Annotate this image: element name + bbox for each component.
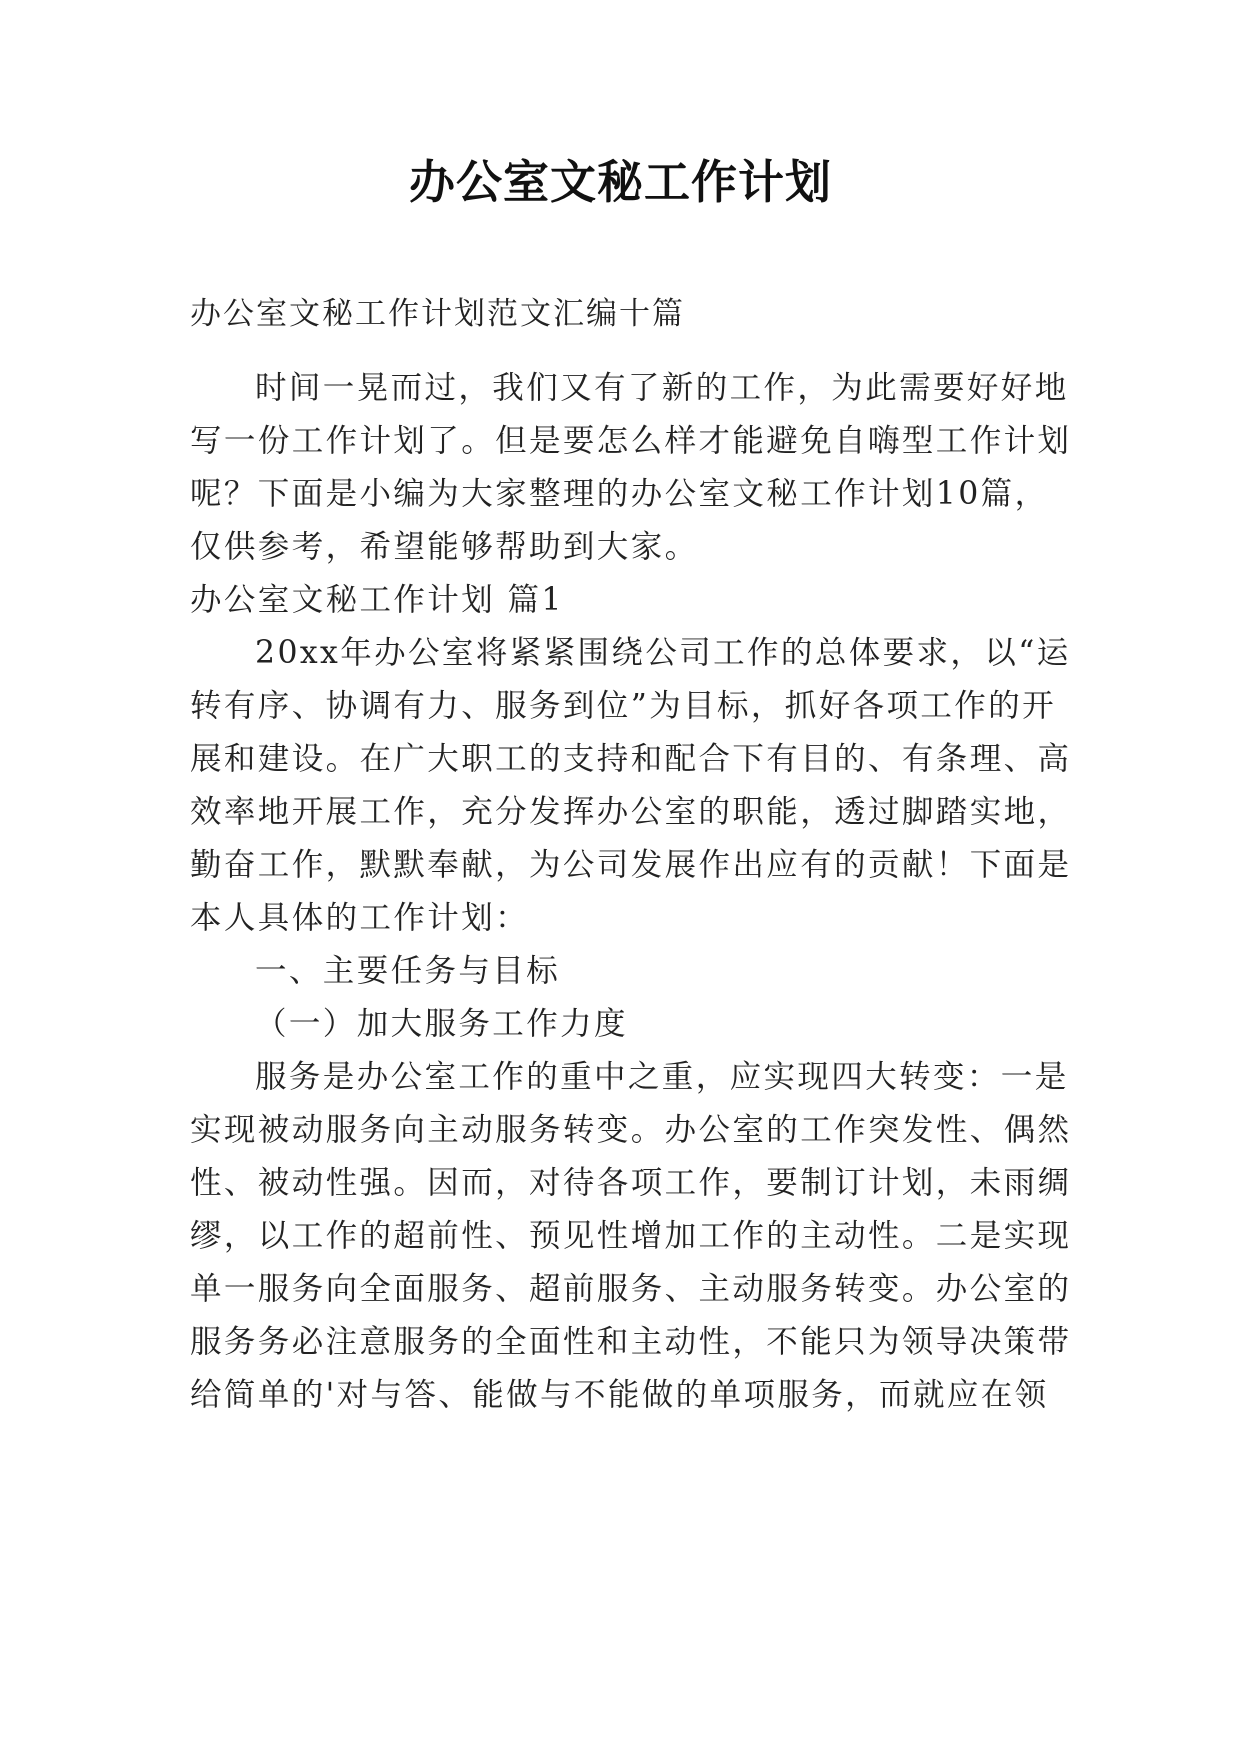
paragraph-line: 勤奋工作，默默奉献，为公司发展作出应有的贡献！下面是 <box>190 847 1072 883</box>
paragraph-line: 服务务必注意服务的全面性和主动性，不能只为领导决策带 <box>190 1324 1072 1360</box>
intro-line: 写一份工作计划了。但是要怎么样才能避免自嗨型工作计划 <box>190 423 1072 459</box>
chapter-heading: 办公室文秘工作计划 篇1 <box>190 582 564 618</box>
paragraph-line: 缪，以工作的超前性、预见性增加工作的主动性。二是实现 <box>190 1218 1072 1254</box>
paragraph-line: 转有序、协调有力、服务到位”为目标，抓好各项工作的开 <box>190 688 1057 724</box>
paragraph-line: 单一服务向全面服务、超前服务、主动服务转变。办公室的 <box>190 1271 1072 1307</box>
document-title: 办公室文秘工作计划 <box>409 155 832 209</box>
intro-line: 时间一晃而过，我们又有了新的工作，为此需要好好地 <box>255 370 1069 406</box>
paragraph-line: 20xx年办公室将紧紧围绕公司工作的总体要求，以“运 <box>255 635 1071 671</box>
paragraph-line: 本人具体的工作计划： <box>190 900 530 936</box>
intro-line: 呢？下面是小编为大家整理的办公室文秘工作计划10篇， <box>190 476 1049 512</box>
intro-line: 仅供参考，希望能够帮助到大家。 <box>190 529 699 565</box>
subsection-heading: （一）加大服务工作力度 <box>255 1006 628 1042</box>
paragraph-line: 服务是办公室工作的重中之重，应实现四大转变：一是 <box>255 1059 1069 1095</box>
paragraph-line: 效率地开展工作，充分发挥办公室的职能，透过脚踏实地， <box>190 794 1072 830</box>
paragraph-line: 给简单的'对与答、能做与不能做的单项服务，而就应在领 <box>190 1377 1049 1413</box>
document-subtitle: 办公室文秘工作计划范文汇编十篇 <box>190 296 685 332</box>
paragraph-line: 性、被动性强。因而，对待各项工作，要制订计划，未雨绸 <box>190 1165 1072 1201</box>
section-heading: 一、主要任务与目标 <box>255 953 561 989</box>
paragraph-line: 实现被动服务向主动服务转变。办公室的工作突发性、偶然 <box>190 1112 1072 1148</box>
paragraph-line: 展和建设。在广大职工的支持和配合下有目的、有条理、高 <box>190 741 1072 777</box>
